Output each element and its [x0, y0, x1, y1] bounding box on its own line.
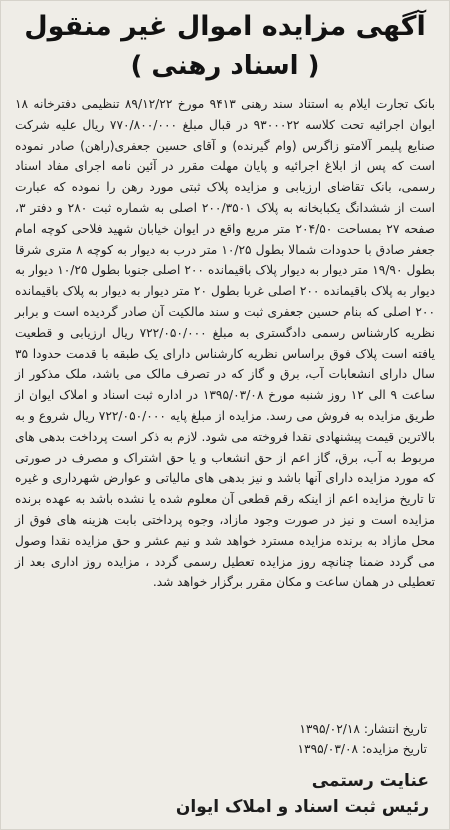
notice-title: آگهی مزایده اموال غیر منقول	[24, 11, 426, 42]
notice-subtitle: ( اسناد رهنی )	[130, 51, 320, 81]
signer-name: عنایت رستمی	[311, 771, 429, 791]
signer-title: رئیس ثبت اسناد و املاک ایوان	[175, 797, 429, 817]
notice-body: بانک تجارت ایلام به استناد سند رهنی ۹۴۱۳ مورخ ۸۹/۱۲/۲۲ تنظیمی دفترخانه ۱۸ ایوان اجرائیه تحت کلاسه ۹۳۰۰۰۲۲ در قبال مبلغ ۷۷۰/۸۰۰/۰۰۰ ریال علیه شرکت صنایع پلیمر آلامتو زاگرس (وام گیرنده) و آقای حسین جعفری(راهن) صادر نموده است که پس از ابلاغ اجرائیه و پایان مهلت مقرر در آئین نامه اجرای مفاد اسناد رسمی، بانک تقاضای ارزیابی و مزایده پلاک ثبتی مورد رهن را نموده که عبارت است از ششدانگ یکبابخانه به پلاک ۲۰۰/۳۵۰۱ اصلی به شماره ثبت ۲۸۰ و دفتر ۳، صفحه ۲۷ بمساحت ۲۰۴/۵۰ متر مربع واقع در ایوان خیابان شهید فلاحی کوچه امام جعفر صادق با حدودات شمالا بطول ۱۰/۲۵ متر درب به دیوار به کوچه ۸ متری شرقا بطول ۱۹/۹۰ متر دیوار به دیوار پلاک باقیمانده ۲۰۰ اصلی جنوبا بطول ۱۰/۲۵ دیوار به دیوار به پلاک باقیمانده ۲۰۰ اصلی غربا بطول ۲۰ متر دیوار به دیوار به پلاک باقیمانده ۲۰۰ اصلی که بنام حسین جعفری ثبت و سند مالکیت آن صادر گردیده است و برابر نظریه کارشناس رسمی دادگستری به مبلغ ۷۲۲/۰۵۰/۰۰۰ ریال ارزیابی و قطعیت یافته است پلاک فوق براساس نظریه کارشناس دارای یک طبقه با قدمت حدودا ۳۵ سال دارای انشعابات آب، برق و گاز که در تصرف مالک می باشد، ملک مذکور از ساعت ۹ الی ۱۲ روز شنبه مورخ ۱۳۹۵/۰۳/۰۸ در اداره ثبت اسناد و املاک ایوان از طریق مزایده به فروش می رسد. مزایده از مبلغ پایه ۷۲۲/۰۵۰/۰۰۰ ریال شروع و به بالاترین قیمت پیشنهادی نقدا فروخته می شود. لازم به ذکر است پرداخت بدهی های مربوط به آب، برق، گاز اعم از حق انشعاب و یا حق اشتراک و مصرف در صورتی که مورد مزایده دارای آنها باشد و نیز بدهی های مالیاتی و عوارض شهرداری و غیره تا تاریخ مزایده اعم از اینکه رقم قطعی آن معلوم شده یا نشده باشد به عهده برنده مزایده است و نیز در صورت وجود مازاد، وجوه پرداختی بابت هزینه های فوق از محل مازاد به برنده مزایده مسترد خواهد شد و نیم عشر و حق مزایده نقدا وصول می گردد ضمنا چنانچه روز مزایده تعطیل رسمی گردد ، مزایده روز اداری بعد از تعطیلی در همان ساعت و مکان مقرر برگزار خواهد شد.	[15, 97, 436, 590]
publish-date: تاریخ انتشار: ۱۳۹۵/۰۲/۱۸	[299, 722, 427, 736]
notice-dates	[297, 719, 427, 759]
auction-date: تاریخ مزایده: ۱۳۹۵/۰۳/۰۸	[297, 742, 427, 756]
